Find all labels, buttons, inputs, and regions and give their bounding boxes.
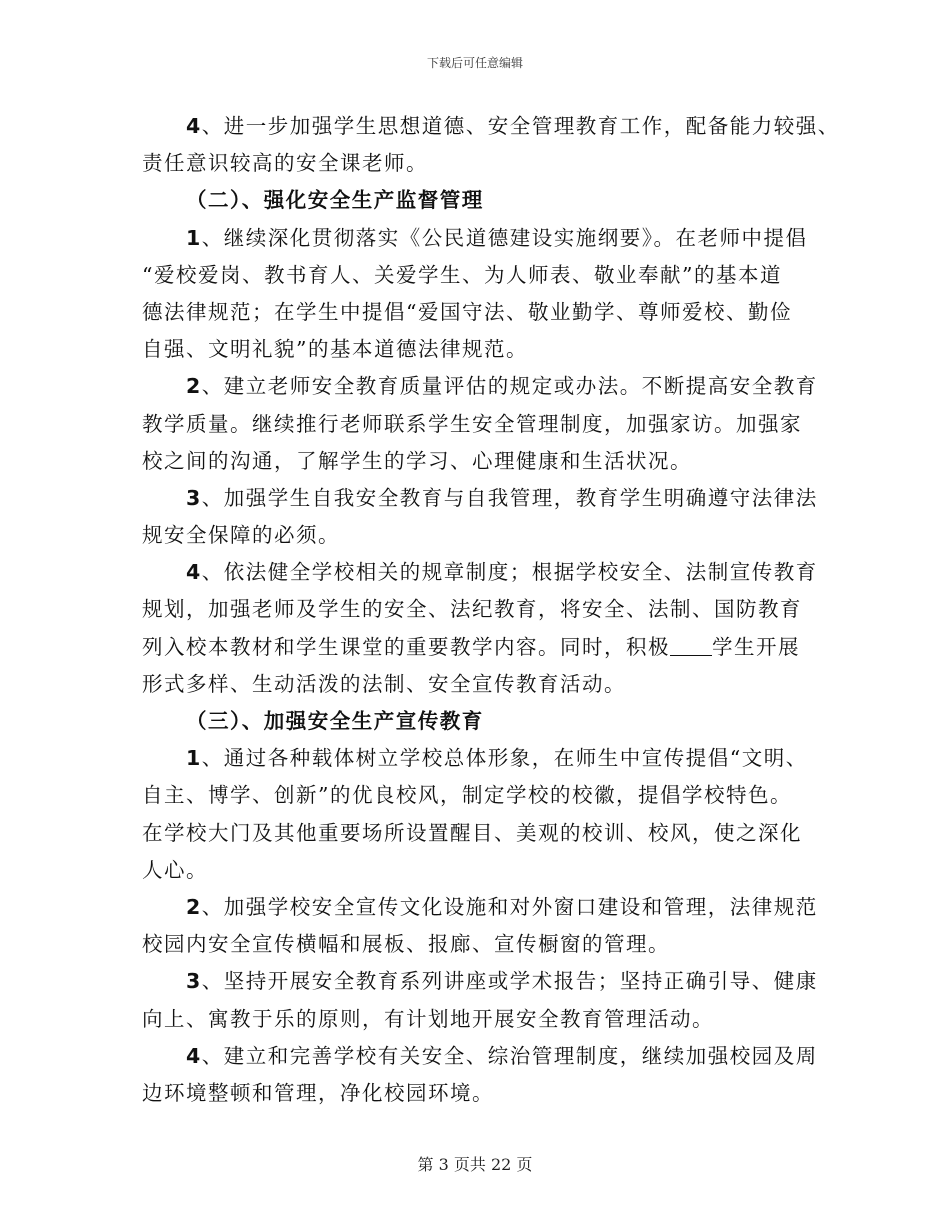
item-number: 2 (186, 894, 202, 919)
text-line: 4、进一步加强学生思想道德、安全管理教育工作，配备能力较强、 (186, 114, 840, 138)
text-line: 自强、文明礼貌”的基本道德法律规范。 (142, 337, 528, 362)
paragraph (142, 889, 822, 963)
text-line: 德法律规范；在学生中提倡“爱国守法、敬业勤学、尊师爱校、勤俭 (142, 299, 792, 324)
text-line: 向上、寓教于乐的原则，有计划地开展安全教育管理活动。 (142, 1006, 714, 1031)
section-heading: （三）、加强安全生产宣传教育 (186, 709, 484, 733)
text-line: 校之间的沟通，了解学生的学习、心理健康和生活状况。 (142, 448, 692, 473)
paragraph (142, 554, 822, 703)
paragraph (142, 1038, 822, 1112)
page-footer: 第 3 页共 22 页 (417, 1155, 533, 1174)
text-line: 3、坚持开展安全教育系列讲座或学术报告；坚持正确引导、健康 (186, 969, 818, 994)
text-line: 边环境整顿和管理，净化校园环境。 (142, 1080, 494, 1105)
text-line: 校园内安全宣传横幅和展板、报廊、宣传橱窗的管理。 (142, 932, 670, 957)
item-number: 4 (186, 560, 202, 585)
text-line: 1、继续深化贯彻落实《公民道德建设实施纲要》。在老师中提倡 (186, 225, 808, 250)
text-line: 4、依法健全学校相关的规章制度；根据学校安全、法制宣传教育 (186, 560, 818, 585)
paragraph (142, 480, 822, 554)
text-line: 4、建立和完善学校有关安全、综治管理制度，继续加强校园及周 (186, 1043, 818, 1068)
page-header: 下载后可任意编辑 (426, 56, 523, 70)
document-body (142, 108, 840, 1112)
text-line: 人心。 (142, 857, 208, 882)
item-number: 2 (186, 374, 202, 399)
text-line: 规划，加强老师及学生的安全、法纪教育，将安全、法制、国防教育 (142, 597, 802, 622)
text-line: 教学质量。继续推行老师联系学生安全管理制度，加强家访。加强家 (142, 411, 802, 436)
text-line: 列入校本教材和学生课堂的重要教学内容。同时，积极 学生开展 (142, 634, 800, 659)
text-line: 2、加强学校安全宣传文化设施和对外窗口建设和管理，法律规范 (186, 894, 818, 919)
paragraph (142, 220, 822, 369)
item-number: 3 (186, 485, 202, 510)
text-line: 形式多样、生动活泼的法制、安全宣传教育活动。 (142, 671, 626, 696)
paragraph (142, 368, 822, 480)
text-line: 3、加强学生自我安全教育与自我管理，教育学生明确遵守法律法 (186, 485, 818, 510)
section-heading: （二）、强化安全生产监督管理 (186, 188, 484, 213)
text-line: 2、建立老师安全教育质量评估的规定或办法。不断提高安全教育 (186, 374, 818, 399)
item-number: 1 (186, 746, 202, 771)
text-line: 自主、博学、创新”的优良校风，制定学校的校徽，提倡学校特色。 (142, 783, 792, 808)
paragraph (142, 963, 822, 1037)
paragraph (142, 740, 822, 889)
text-line: 规安全保障的必须。 (142, 523, 340, 548)
item-number: 1 (186, 225, 202, 250)
text-line: 责任意识较高的安全课老师。 (142, 151, 428, 176)
item-number: 4 (186, 1043, 202, 1068)
item-number: 3 (186, 969, 202, 994)
text-line: 1、通过各种载体树立学校总体形象，在师生中宣传提倡“文明、 (186, 746, 808, 771)
fill-in-blank (670, 633, 712, 656)
paragraph (142, 108, 840, 182)
text-line: “爱校爱岗、教书育人、关爱学生、为人师表、敬业奉献”的基本道 (142, 262, 782, 287)
text-line: 在学校大门及其他重要场所设置醒目、美观的校训、校风，使之深化 (142, 820, 802, 845)
item-number: 4 (186, 114, 202, 138)
